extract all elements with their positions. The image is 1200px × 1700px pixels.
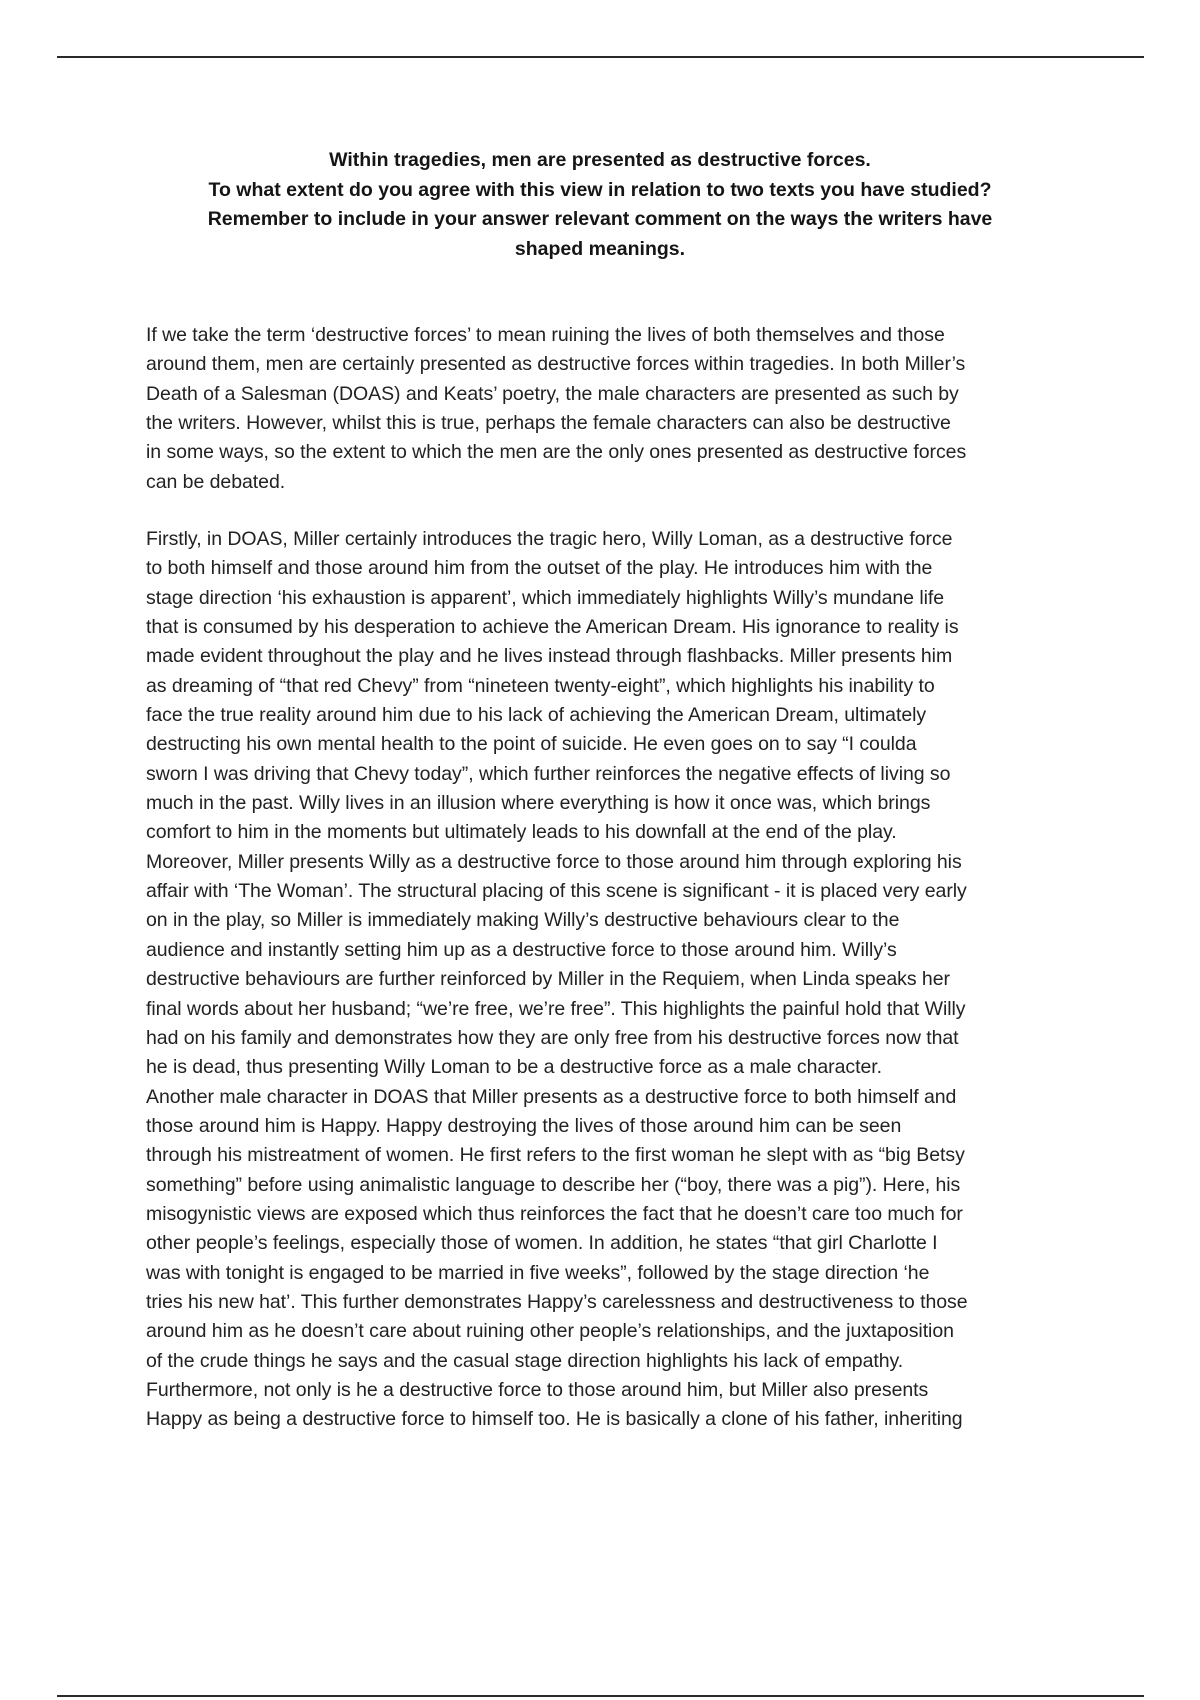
text-line: those around him is Happy. Happy destroying the lives of those around him can be seen — [146, 1114, 902, 1137]
text-line: around them, men are certainly presented as destructive forces within tragedies. In both Miller’s — [146, 353, 966, 376]
text-line: something” before using animalistic language to describe her (“boy, there was a pig”). Here, his — [146, 1173, 961, 1196]
text-line: as dreaming of “that red Chevy” from “nineteen twenty-eight”, which highlights his inability to — [146, 674, 935, 697]
paragraph-main-argument — [146, 525, 1096, 1435]
text-line: audience and instantly setting him up as a destructive force to those around him. Willy’s — [146, 938, 897, 961]
question-line: Remember to include in your answer relevant comment on the ways the writers have — [207, 208, 993, 230]
text-line: much in the past. Willy lives in an illusion where everything is how it once was, which brings — [146, 792, 931, 815]
text-line: the writers. However, whilst this is true, perhaps the female characters can also be destructive — [146, 412, 951, 435]
text-line: other people’s feelings, especially those of women. In addition, he states “that girl Charlotte I — [146, 1232, 938, 1255]
text-line: comfort to him in the moments but ultimately leads to his downfall at the end of the play. — [146, 821, 897, 844]
text-line: face the true reality around him due to his lack of achieving the American Dream, ultimately — [146, 704, 927, 727]
text-line: Happy as being a destructive force to himself too. He is basically a clone of his father, inheriting — [146, 1408, 963, 1431]
text-line: Moreover, Miller presents Willy as a destructive force to those around him through exploring his — [146, 850, 962, 873]
question-line: To what extent do you agree with this view in relation to two texts you have studied? — [208, 178, 992, 201]
text-line: destructive behaviours are further reinforced by Miller in the Requiem, when Linda speaks her — [146, 968, 950, 991]
text-line: Death of a Salesman (DOAS) and Keats’ poetry, the male characters are presented as such by — [146, 382, 959, 405]
text-line: stage direction ‘his exhaustion is apparent’, which immediately highlights Willy’s mundane life — [146, 586, 945, 609]
text-line: that is consumed by his desperation to achieve the American Dream. His ignorance to reality is — [146, 616, 959, 639]
text-line: to both himself and those around him from the outset of the play. He introduces him with the — [146, 557, 933, 580]
text-line: of the crude things he says and the casual stage direction highlights his lack of empathy. — [146, 1349, 904, 1372]
paragraph-introduction — [146, 321, 1096, 497]
text-line: If we take the term ‘destructive forces’ to mean ruining the lives of both themselves and those — [146, 324, 945, 346]
essay-question — [150, 146, 1050, 264]
text-line: tries his new hat’. This further demonstrates Happy’s carelessness and destructiveness to those — [146, 1290, 968, 1313]
text-line: had on his family and demonstrates how they are only free from his destructive forces now that — [146, 1026, 959, 1049]
top-rule — [57, 56, 1144, 58]
text-line: made evident throughout the play and he lives instead through flashbacks. Miller presents him — [146, 645, 953, 668]
text-line: final words about her husband; “we’re free, we’re free”. This highlights the painful hold that Willy — [146, 997, 966, 1020]
text-line: around him as he doesn’t care about ruining other people’s relationships, and the juxtaposition — [146, 1320, 954, 1343]
text-line: through his mistreatment of women. He first refers to the first woman he slept with as “big Betsy — [146, 1144, 965, 1167]
text-line: Firstly, in DOAS, Miller certainly introduces the tragic hero, Willy Loman, as a destructive force — [146, 528, 953, 550]
text-line: destructing his own mental health to the point of suicide. He even goes on to say “I coulda — [146, 733, 917, 756]
text-line: was with tonight is engaged to be married in five weeks”, followed by the stage direction ‘he — [146, 1261, 930, 1284]
text-line: on in the play, so Miller is immediately making Willy’s destructive behaviours clear to the — [146, 909, 900, 932]
text-line: Furthermore, not only is he a destructive force to those around him, but Miller also presents — [146, 1378, 929, 1401]
text-line: he is dead, thus presenting Willy Loman to be a destructive force as a male character. — [146, 1056, 883, 1079]
text-line: in some ways, so the extent to which the men are the only ones presented as destructive forces — [146, 441, 967, 464]
text-line: misogynistic views are exposed which thus reinforces the fact that he doesn’t care too much for — [146, 1202, 963, 1225]
text-line: affair with ‘The Woman’. The structural placing of this scene is significant - it is placed very early — [146, 880, 967, 903]
question-line: Within tragedies, men are presented as destructive forces. — [329, 149, 871, 171]
text-line: can be debated. — [146, 470, 286, 493]
text-line: sworn I was driving that Chevy today”, which further reinforces the negative effects of living so — [146, 762, 951, 785]
question-line: shaped meanings. — [514, 237, 686, 260]
bottom-rule — [57, 1695, 1144, 1697]
text-line: Another male character in DOAS that Miller presents as a destructive force to both himself and — [146, 1085, 957, 1108]
